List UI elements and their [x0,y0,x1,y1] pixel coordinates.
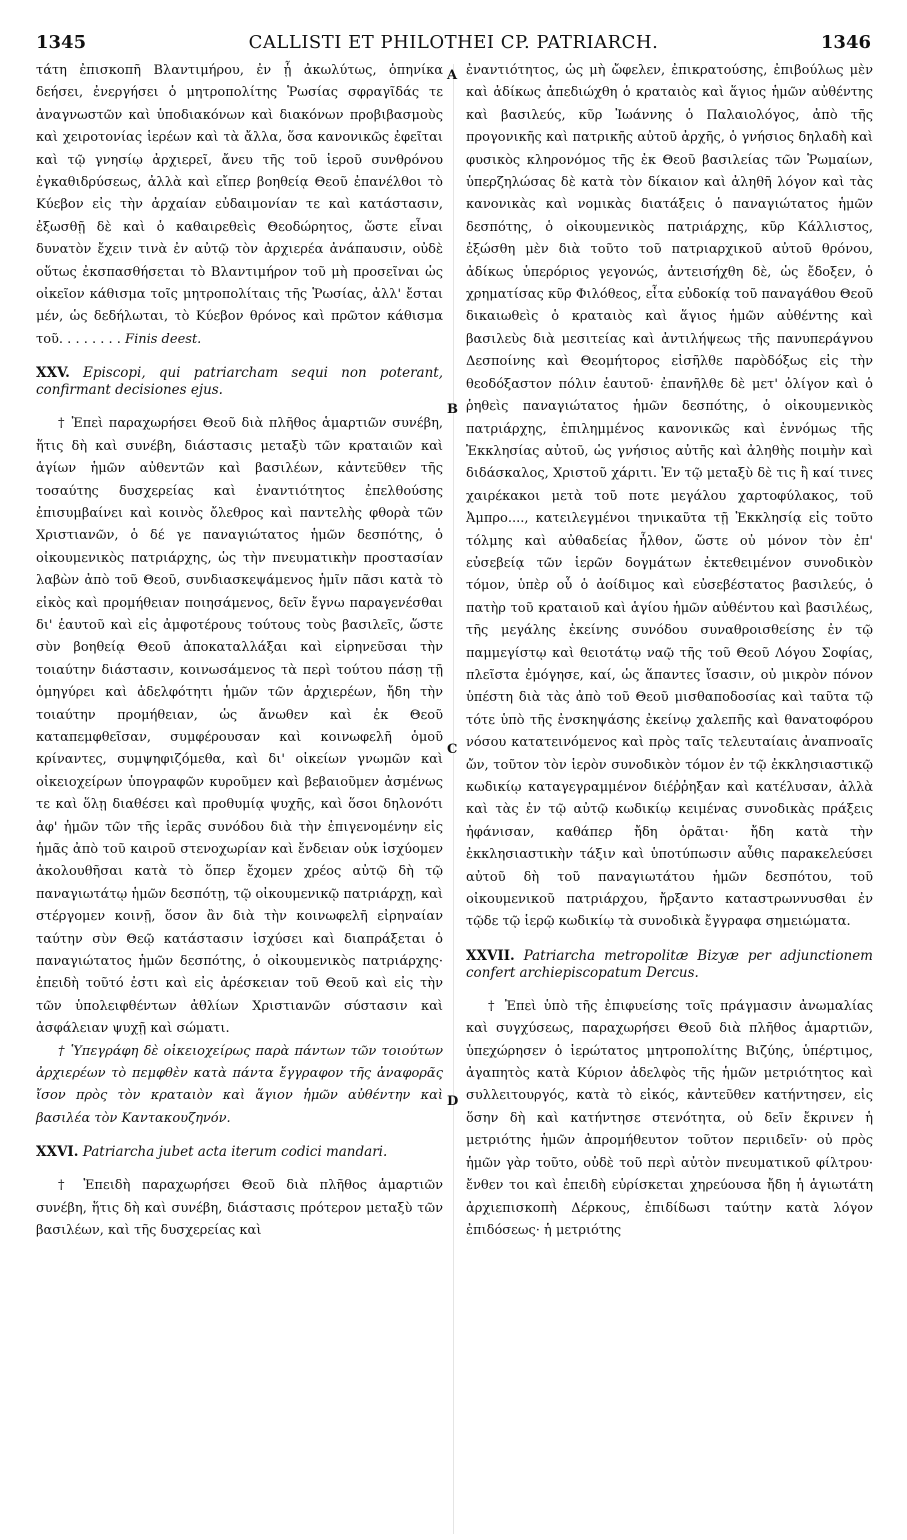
margin-marker-a: A [447,68,458,83]
page-number-right: 1346 [820,32,871,53]
section-title: Patriarcha jubet acta iterum codici mandari. [82,1144,388,1161]
section-number: XXVI. [36,1144,79,1161]
page-number-left: 1345 [36,32,87,53]
left-column [36,60,443,1243]
page-header [36,32,871,58]
finis-note: Finis deest. [125,331,202,347]
paragraph: † Ἐπεὶ παραχωρήσει Θεοῦ διὰ πλῆθος ἁμαρτιῶν συνέβη, ἥτις δὴ καὶ συνέβη, διάστασις μεταξὺ τῶν κραταιῶν καὶ ἁγίων ἡμῶν αὐθεντῶν καὶ βασιλέων, κἀντεῦθεν τῆς τοσαύτης δυσχερείας καὶ ἐναντιότητος ἐπελθούσης ἐπισυμβαίνει καὶ κοινὸς ὄλεθρος καὶ παντελὴς φθορὰ τῶν Χριστιανῶν, ὁ δέ γε παναγιώτατος ἡμῶν δεσπότης, ὁ οἰκουμενικὸς πατριάρχης, ὡς τὴν πνευματικὴν προστασίαν λαβὼν ἀπὸ τοῦ Θεοῦ, συνδιασκεψάμενος ἡμῖν πᾶσι κατὰ τὸ εἰκὸς καὶ προμήθειαν ποιησάμενος, δεῖν ἔγνω παραγενέσθαι δι' ἑαυτοῦ καὶ εἰς ἀμφοτέρους τούτους τοὺς βασιλεῖς, ὥστε σὺν βοηθείᾳ Θεοῦ ἀποκαταλλάξαι καὶ εἰρηνεῦσαι τὴν τοιαύτην διάστασιν, κοινωσάμενος τὰ περὶ τούτου πάσῃ τῇ ὁμηγύρει καὶ ἀδελφότητι ἡμῶν τῶν ἀρχιερέων, ἤδη τὴν τοιαύτην προμήθειαν, ὡς ἄνωθεν καὶ ἐκ Θεοῦ καταπεμφθεῖσαν, συμφέρουσαν καὶ κοινωφελῆ ὁμοῦ κρίναντες, συμψηφιζόμεθα, καὶ δι' οἰκείων γνωμῶν καὶ οἰκειοχείρων ὑπογραφῶν κυροῦμεν καὶ βεβαιοῦμεν ἀσμένως τε καὶ ὅλῃ διαθέσει καὶ προθυμίᾳ ψυχῆς, καὶ ὅσοι δηλονότι ἀφ' ἡμῶν τῶν τῆς ἱερᾶς συνόδου διὰ τὴν ἐπιγενομένην εἰς ἡμᾶς ἀπὸ τοῦ καιροῦ στενοχωρίαν καὶ ἔνδειαν οὐκ ἰσχύομεν ἀκολουθῆσαι κατὰ τὸ ὅπερ ἔχομεν χρέος αὐτῷ δὴ τῷ παναγιωτάτῳ ἡμῶν δεσπότῃ, τῷ οἰκουμενικῷ πατριάρχῃ, καὶ στέργομεν κοινῇ, ὅσον ἂν διὰ τὴν κοινωφελῆ εἰρηναίαν ταύτην σὺν Θεῷ κατάστασιν ἰσχύσει καὶ διαπράξεται ὁ παναγιώτατος ἡμῶν δεσπότης, ὁ οἰκουμενικὸς πατριάρχης· ἐπειδὴ τοῦτό ἐστι καὶ εἰς ἀρέσκειαν τοῦ Θεοῦ καὶ εἰς τὴν τῶν ὑπολειφθέντων ἀθλίων Χριστιανῶν σύστασιν καὶ ἀσφάλειαν ψυχῇ καὶ σώματι. [36,416,443,1037]
section-number: XXVII. [466,947,515,964]
margin-marker-b: B [447,402,458,417]
section-title: Episcopi, qui patriarcham sequi non poterant, confirmant decisiones ejus. [36,365,443,399]
right-column [466,60,873,1242]
section-heading-25 [36,365,443,399]
running-title: CALLISTI ET PHILOTHEI CP. PATRIARCH. [248,32,659,53]
section-heading-26 [36,1144,443,1161]
section-heading-27 [466,948,873,982]
column-gutter [453,64,454,1534]
margin-marker-c: C [447,742,458,757]
section-number: XXV. [36,365,70,382]
subscription-paragraph: † Ὑπεγράφη δὲ οἰκειοχείρως παρὰ πάντων τῶν τοιούτων ἀρχιερέων τὸ πεμφθὲν κατὰ πάντα ἔγγραφον τῆς ἀναφορᾶς ἴσον πρὸς τὸν κραταιὸν καὶ ἅγιον ἡμῶν αὐθέντην καὶ βασιλέα τὸν Καντακουζηνόν. [36,1043,443,1126]
section-title: Patriarcha metropolitæ Bizyæ per adjunctionem confert archiepiscopatum Dercus. [466,947,873,981]
paragraph: ἐναντιότητος, ὡς μὴ ὤφελεν, ἐπικρατούσης, ἐπιβούλως μὲν καὶ ἀδίκως ἀπεδιώχθη ὁ κραταιὸς καὶ ἅγιος ἡμῶν αὐθέντης καὶ βασιλεύς, κῦρ Ἰωάννης ὁ Παλαιολόγος, ἀπὸ τῆς προγονικῆς καὶ πατρικῆς αὐτοῦ ἀρχῆς, ὁ γνήσιος δηλαδὴ καὶ φυσικὸς κληρονόμος τῆς ἐκ Θεοῦ βασιλείας τῶν Ῥωμαίων, ὑπερζηλώσας δὲ κατὰ τὸν δίκαιον καὶ ἀληθῆ λόγον καὶ τὰς κανονικὰς καὶ νομικὰς διατάξεις ὁ παναγιώτατος ἡμῶν δεσπότης, ὁ οἰκουμενικὸς πατριάρχης, κῦρ Κάλλιστος, ἐξώσθη μὲν διὰ τοῦτο τοῦ πατριαρχικοῦ αὐτοῦ θρόνου, ἀδίκως ὑπερόριος γεγονώς, ἀντεισήχθη δὲ, ὡς ἔδοξεν, ὁ χρηματίσας κῦρ Φιλόθεος, εἶτα εὐδοκίᾳ τοῦ παναγάθου Θεοῦ δικαιωθεὶς ὁ κραταιὸς καὶ ἅγιος ἡμῶν αὐθέντης καὶ βασιλεὺς διὰ μεσιτείας καὶ ἀντιλήψεως τῆς πανυπεράγνου Δεσποίνης καὶ Θεομήτορος εἰσῆλθε παρὸδόξως εἰς τὴν θεοδόξαστον πόλιν ἑαυτοῦ· ἐπανῆλθε δὲ μετ' ὀλίγον καὶ ὁ ῥηθεὶς παναγιώτατος ἡμῶν δεσπότης, ὁ οἰκουμενικὸς πατριάρχης, ἐπιλημμένος κανονικῶς καὶ ἐννόμως τῆς Ἐκκλησίας αὐτοῦ, ὡς γνήσιος αὐτῆς καὶ ἀληθὴς ποιμὴν καὶ διδάσκαλος, Χριστοῦ χάριτι. Ἐν τῷ μεταξὺ δὲ τις ἢ καί τινες χαιρέκακοι μετὰ τοῦ ποτε μεγάλου χαρτοφύλακος, τοῦ Ἀμπρο...., κατειλεγμένοι τηνικαῦτα τῇ Ἐκκλησίᾳ εἰς τοῦτο τόλμης καὶ αὐθαδείας ἦλθον, ὥστε οὐ μόνον τὸν ἐπ' εὐσεβείᾳ τῶν ἱερῶν δογμάτων ἐκτεθειμένον συνοδικὸν τόμον, ὑπὲρ οὗ ὁ ἀοίδιμος καὶ εὐσεβέστατος βασιλεύς, ὁ πατὴρ τοῦ κραταιοῦ καὶ ἁγίου ἡμῶν αὐθέντου καὶ βασιλέως, τῆς μεγάλης ἐκείνης συνόδου συναθροισθείσης ἐν τῷ παμμεγίστῳ καὶ θειοτάτῳ ναῷ τῆς τοῦ Θεοῦ Λόγου Σοφίας, πλεῖστα ἐμόγησε, καί, ὡς ἅπαντες ἴσασιν, οὐ μικρὸν πόνον ὑπέστη διὰ τὰς ἀπὸ τοῦ Θεοῦ μισθαποδοσίας καὶ ταῦτα τῷ τότε ὑπὸ τῆς ἐνσκηψάσης ἐκείνῳ χαλεπῆς καὶ θανατοφόρου νόσου κατατεινόμενος καὶ πρὸς ταῖς τελευταίαις ἀναπνοαῖς ὤν, τοῦτον τὸν ἱερὸν συνοδικὸν τόμον ἐν τῷ ἐκκλησιαστικῷ κωδικίῳ καταγεγραμμένον διέῤῥηξαν καὶ κατέλυσαν, ἀλλὰ καὶ τὰς ἐν τῷ αὐτῷ κωδικίῳ κειμένας συνοδικὰς πράξεις ἠφάνισαν, καθάπερ ἤδη ὁρᾶται· ἤδη κατὰ τὴν ἐκκλησιαστικὴν τάξιν καὶ ὑποτύπωσιν αὖθις παρακελεύσει αὐτοῦ δὴ τοῦ παναγιωτάτου ἡμῶν δεσπότου, τοῦ οἰκουμενικοῦ πατριάρχου, ἤρξαντο καταστρωννυσθαι ἐν τῷδε τῷ ἱερῷ κωδικίῳ τὰ συνοδικὰ ἔγγραφα σημειώματα. [466,63,873,930]
paragraph: † Ἐπεὶ ὑπὸ τῆς ἐπιφυείσης τοῖς πράγμασιν ἀνωμαλίας καὶ συγχύσεως, παραχωρήσει Θεοῦ διὰ πλῆθος ἁμαρτιῶν, ὑπεχώρησεν ὁ ἱερώτατος μητροπολίτης Βιζύης, ὑπέρτιμος, ἀγαπητὸς κατὰ Κύριον ἀδελφὸς τῆς ἡμῶν μετριότητος καὶ συλλειτουργός, κατὰ τὸ εἰκός, κἀντεῦθεν κατήντησεν, εἰς ὅσην δὴ καὶ κατήντησε στενότητα, οὐ δεῖν ἔκρινεν ἡ μετριότης ἡμῶν ἀπρομήθευτον τοῦτον περιιδεῖν· οὐ πρὸς ἡμῶν γὰρ τοῦτο, οὐδὲ τοῦ περὶ αὐτὸν πνευματικοῦ φίλτρου· ἔνθεν τοι καὶ ἐπειδὴ εὑρίσκεται χηρεύουσα ἤδη ἡ ἁγιωτάτη ἀρχιεπισκοπὴ Δέρκους, ἐπιδίδωσι ταύτην κατὰ λόγον ἐπιδόσεως· ἡ μετριότης [466,998,873,1238]
paragraph: † Ἐπειδὴ παραχωρήσει Θεοῦ διὰ πλῆθος ἁμαρτιῶν συνέβη, ἥτις δὴ καὶ συνέβη, διάστασις πρότερον μεταξὺ τῶν βασιλέων, καὶ τῆς δυσχερείας καὶ [36,1178,443,1239]
paragraph: τάτη ἐπισκοπῆ Βλαντιμήρου, ἐν ᾗ ἀκωλύτως, ὁπηνίκα δεήσει, ἐνεργήσει ὁ μητροπολίτης Ῥωσίας σφραγῖδάς τε ἀναγνωστῶν καὶ ὑποδιακόνων καὶ διακόνων προβιβασμοὺς καὶ χειροτονίας ἱερέων καὶ τὰ ἄλλα, ὅσα κανονικῶς ἐφεῖται καὶ τῷ γνησίῳ ἀρχιερεῖ, ἄνευ τῆς τοῦ ἱεροῦ συνθρόνου ἐγκαθιδρύσεως, ἀλλὰ καὶ εἴπερ βοηθείᾳ Θεοῦ ἐπανέλθοι τὸ Κύεβον εἰς τὴν ἀρχαίαν εὐδαιμονίαν τε καὶ κατάστασιν, ἐξωσθῇ δὲ καὶ ὁ καθαιρεθεὶς Θεοδώρητος, ὥστε εἶναι δυνατὸν ἔχειν τινὰ ἐν αὐτῷ τὸν ἀρχιερέα ἀνάπαυσιν, οὐδὲ οὕτως ἐκσπασθήσεται τὸ Βλαντιμήρον τοῦ μὴ προσεῖναι ὡς οἰκεῖον κάθισμα τοῖς μητροπολίταις τῆς Ῥωσίας, ἀλλ' ἔσται μέν, ὡς δεδήλωται, τὸ Κύεβον θρόνος καὶ πρῶτον κάθισμα τοῦ. . . . . . . . Finis deest. [36,63,443,347]
margin-marker-d: D [447,1094,459,1109]
